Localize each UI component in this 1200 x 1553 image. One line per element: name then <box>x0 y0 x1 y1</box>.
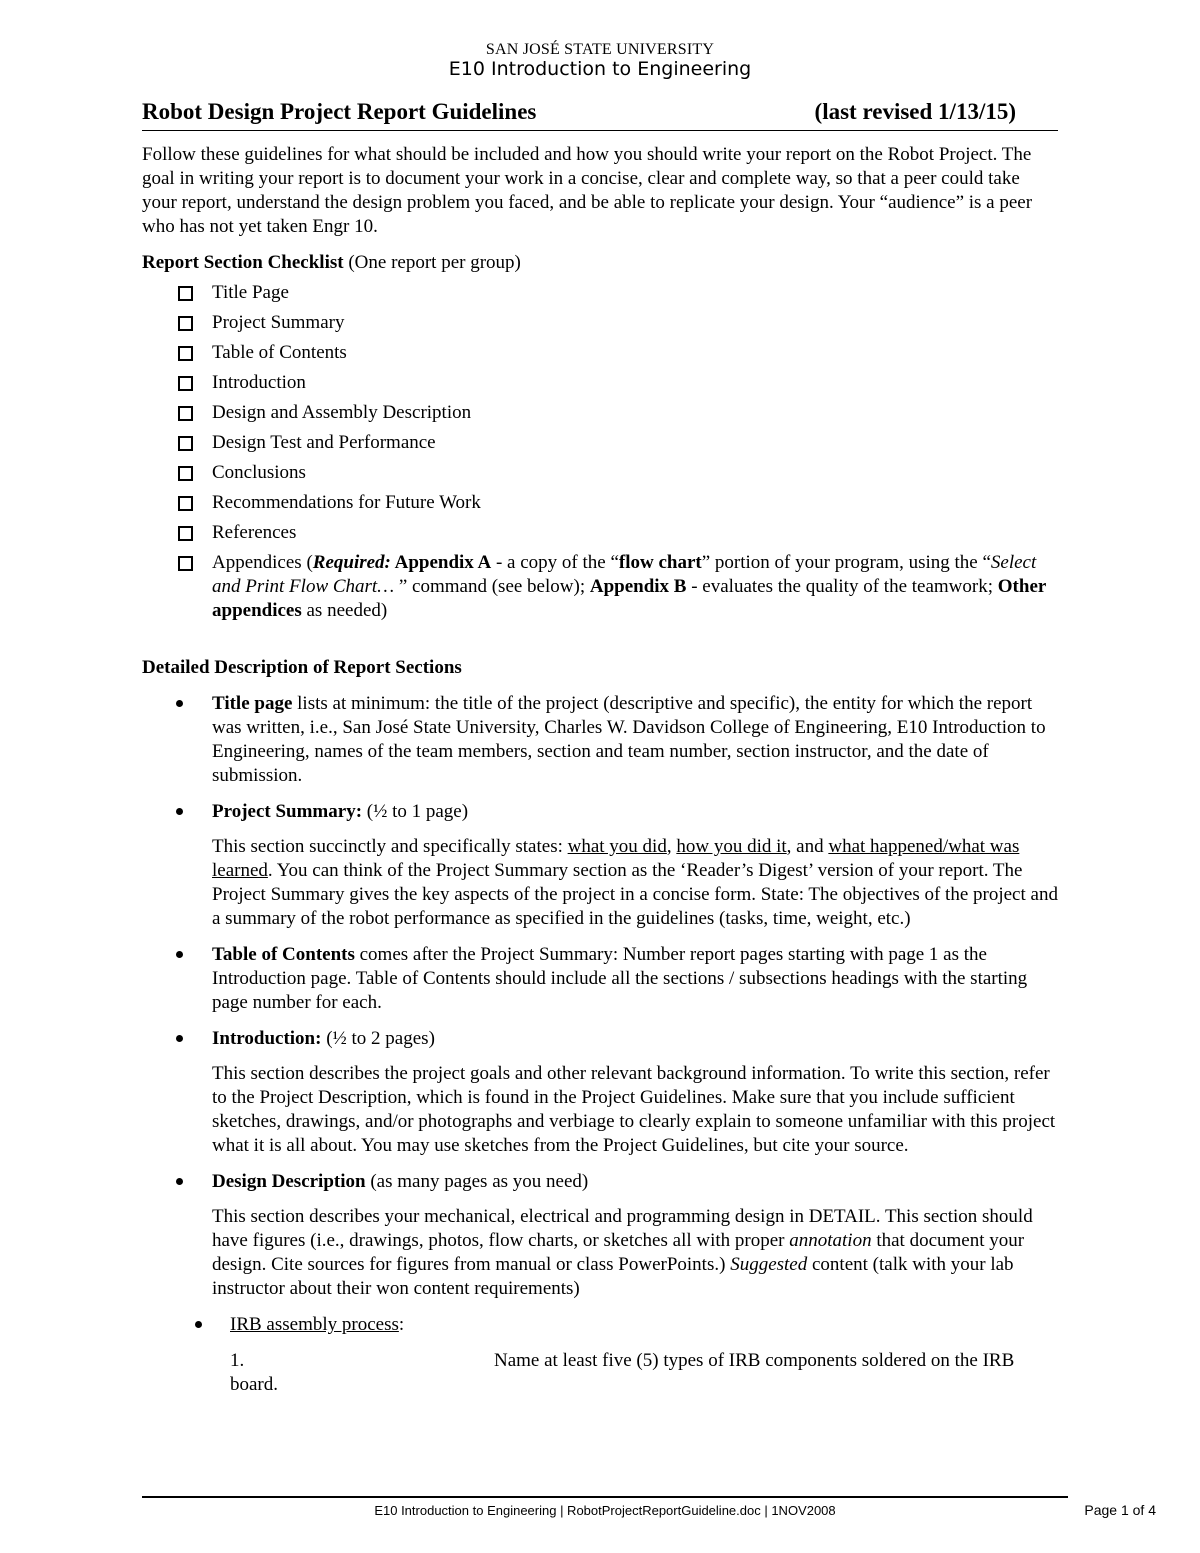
course-header: E10 Introduction to Engineering <box>448 58 752 80</box>
checkbox-icon[interactable] <box>178 496 193 511</box>
checklist-item[interactable] <box>177 401 1058 425</box>
checkbox-icon[interactable] <box>178 556 193 571</box>
bullet-icon <box>176 808 183 815</box>
checkbox-icon[interactable] <box>178 406 193 421</box>
toc-text: comes after the Project Summary: Number report pages starting with page 1 as the Introduction page. Table of Contents should include all the sections / subsections headings with the starting page number for each. <box>212 944 1028 1013</box>
checklist-item[interactable] <box>177 281 1058 305</box>
section-title-page <box>142 692 1058 788</box>
checklist-item-label: Introduction <box>212 372 306 393</box>
appendix-b-label: Appendix B <box>589 576 687 597</box>
footer-rule <box>142 1496 1068 1498</box>
summary-underline: what happened/what was learned <box>212 836 1020 881</box>
irb-label: IRB assembly process <box>230 1314 399 1335</box>
checklist-item[interactable] <box>177 311 1058 335</box>
required-label: Required: <box>312 552 391 573</box>
university-header: SAN JOSÉ STATE UNIVERSITY <box>485 41 715 58</box>
bullet-icon <box>195 1321 202 1328</box>
item-number: 1. <box>230 1350 245 1371</box>
checklist-heading-bold: Report Section Checklist <box>142 252 344 273</box>
irb-colon: : <box>398 1314 405 1335</box>
bullet-icon <box>176 700 183 707</box>
checkbox-icon[interactable] <box>178 436 193 451</box>
intro-paragraph: Follow these guidelines for what should be included and how you should write your report on the Robot Project. The goal in writing your report is to document your work in a concise, clear and complete way, so that a peer could take your report, understand the design problem you faced, and be able to replicate your design. Your “audience” is a peer who has not yet taken Engr 10. <box>142 144 1033 237</box>
revision-note: (last revised 1/13/15) <box>814 99 1016 124</box>
appendices-text: - evaluates the quality of the teamwork; <box>686 576 998 597</box>
appendices-text: ” command (see below); <box>398 576 590 597</box>
checkbox-icon[interactable] <box>178 286 193 301</box>
summary-paragraph <box>142 835 1058 931</box>
checklist-item[interactable] <box>177 491 1058 515</box>
checklist-item-label: Recommendations for Future Work <box>212 492 481 513</box>
section-introduction <box>142 1027 1058 1051</box>
appendices-text: - a copy of the “ <box>491 552 619 573</box>
details-heading: Detailed Description of Report Sections <box>142 657 462 678</box>
checkbox-icon[interactable] <box>178 346 193 361</box>
checklist-item[interactable] <box>177 461 1058 485</box>
checkbox-icon[interactable] <box>178 376 193 391</box>
title-bar <box>142 99 1058 131</box>
checklist-heading-note: (One report per group) <box>343 252 521 273</box>
summary-text: , and <box>786 836 829 857</box>
design-text: that document your design. Cite sources for figures from manual or class PowerPoints.) <box>212 1230 1025 1275</box>
appendix-a-label: Appendix A <box>390 552 492 573</box>
checklist-item[interactable] <box>177 371 1058 395</box>
suggested-word: Suggested <box>730 1254 808 1275</box>
checklist-item-label: Design Test and Performance <box>212 432 436 453</box>
summary-note: (½ to 1 page) <box>362 801 469 822</box>
checkbox-icon[interactable] <box>178 526 193 541</box>
section-toc <box>142 943 1058 1015</box>
irb-item-text: Name at least five (5) types of IRB components soldered on the IRB board. <box>230 1350 1015 1395</box>
appendices-text: Appendices ( <box>212 552 313 573</box>
checklist-item-label: Project Summary <box>212 312 345 333</box>
irb-subsection <box>142 1313 1058 1337</box>
summary-label: Project Summary: <box>212 801 363 822</box>
summary-text: . You can think of the Project Summary section as the ‘Reader’s Digest’ version of your report. The Project Summary gives the key aspects of the project in a concise form. State: The objectives of the project and a summary of the robot performance as specified in the guidelines (tasks, time, weight, etc.) <box>212 860 1058 929</box>
section-design <box>142 1170 1058 1194</box>
footer-text: E10 Introduction to Engineering | RobotProjectReportGuideline.doc | 1NOV2008 <box>374 1503 836 1518</box>
summary-underline: how you did it <box>676 836 787 857</box>
checklist-item[interactable] <box>177 341 1058 365</box>
design-text: This section describes your mechanical, electrical and programming design in DETAIL. This section should have figures (i.e., drawings, photos, flow charts, or sketches all with proper <box>212 1206 1033 1251</box>
bullet-icon <box>176 1178 183 1185</box>
annotation-word: annotation <box>789 1230 872 1251</box>
irb-item-1 <box>142 1349 1058 1397</box>
select-print-command: Select and Print Flow Chart… <box>212 552 1037 597</box>
design-paragraph <box>142 1205 1058 1301</box>
design-label: Design Description <box>212 1171 366 1192</box>
introduction-label: Introduction: <box>212 1028 322 1049</box>
title-page-text: lists at minimum: the title of the project (descriptive and specific), the entity for which the report was written, i.e., San José State University, Charles W. Davidson College of Engineering, E10 Introduction to Engineering, names of the team members, section and team number, section instructor, and the date of submission. <box>212 693 1046 786</box>
title-page-label: Title page <box>212 693 293 714</box>
summary-text: , <box>666 836 677 857</box>
checklist-item-label: Design and Assembly Description <box>212 402 472 423</box>
appendices-text: as needed) <box>301 600 388 621</box>
other-appendices-label: Other appendices <box>212 576 1046 621</box>
checkbox-icon[interactable] <box>178 466 193 481</box>
checklist <box>142 281 1058 623</box>
summary-underline: what you did <box>567 836 667 857</box>
design-text: content (talk with your lab instructor about their won content requirements) <box>212 1254 1014 1299</box>
section-project-summary <box>142 800 1058 824</box>
flow-chart-label: flow chart <box>618 552 702 573</box>
checklist-heading <box>142 251 1058 275</box>
bullet-icon <box>176 951 183 958</box>
appendices-text: ” portion of your program, using the “ <box>701 552 991 573</box>
checklist-item-label: Title Page <box>212 282 289 303</box>
introduction-paragraph: This section describes the project goals and other relevant background information. To write this section, refer to the Project Description, which is found in the Project Guidelines. Make sure that you include sufficient sketches, drawings, and/or photographs and verbiage to clearly explain to someone unfamiliar with this project what it is all about. You may use sketches from the Project Guidelines, but cite your source. <box>212 1063 1056 1156</box>
checkbox-icon[interactable] <box>178 316 193 331</box>
introduction-note: (½ to 2 pages) <box>321 1028 435 1049</box>
page-title: Robot Design Project Report Guidelines <box>142 99 537 124</box>
checklist-item-label: Conclusions <box>212 462 306 483</box>
bullet-icon <box>176 1035 183 1042</box>
toc-label: Table of Contents <box>212 944 355 965</box>
design-note: (as many pages as you need) <box>365 1171 589 1192</box>
checklist-item-label: References <box>212 522 297 543</box>
checklist-item[interactable] <box>177 431 1058 455</box>
summary-text: This section succinctly and specifically states: <box>212 836 568 857</box>
checklist-item-label: Table of Contents <box>212 342 347 363</box>
checklist-item[interactable] <box>177 521 1058 545</box>
page-number: Page 1 of 4 <box>1084 1502 1156 1518</box>
document-body <box>142 143 1058 1397</box>
checklist-item-appendices[interactable] <box>177 551 1058 623</box>
